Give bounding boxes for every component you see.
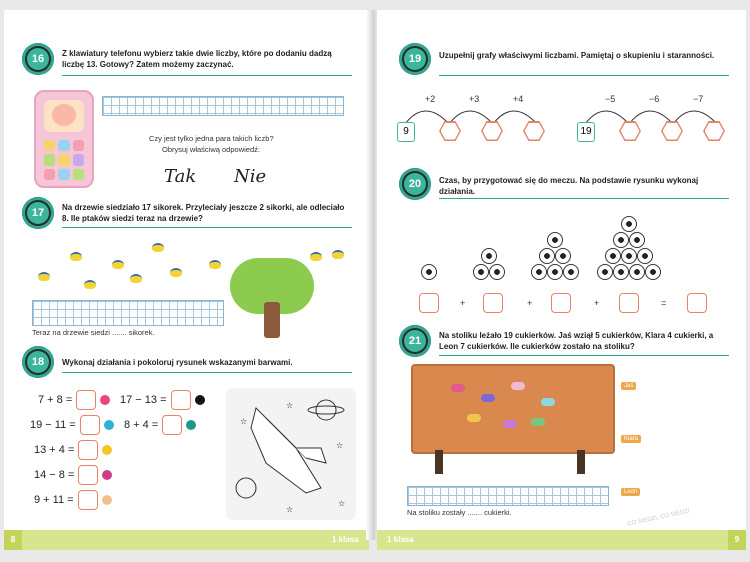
answer-no[interactable]: Nie xyxy=(234,166,267,187)
task-20-badge xyxy=(399,168,431,200)
task-20-answer-box[interactable] xyxy=(419,293,439,313)
task-20-answer-box[interactable] xyxy=(619,293,639,313)
graph-step: −7 xyxy=(693,94,704,104)
left-page-number: 8 xyxy=(4,530,22,550)
task-16-instruction: Obrysuj właściwą odpowiedź: xyxy=(162,145,260,154)
task-19-number: 19 xyxy=(404,48,426,70)
task-21-text: Na stoliku leżało 19 cukierków. Jaś wziął 5 cukierków, Klara 4 cukierki, a Leon 7 cukierków. Ile cukierków zostało na stoliku? xyxy=(439,331,714,351)
answer-box[interactable] xyxy=(80,415,100,435)
graph-start-value: 19 xyxy=(577,122,595,142)
task-17-answer-line: Teraz na drzewie siedzi ....... sikorek. xyxy=(32,328,155,337)
task-16-number: 16 xyxy=(27,48,49,70)
equation-row xyxy=(38,390,110,410)
right-footer-label: 1 klasa xyxy=(387,535,414,544)
task-16-answer-grid[interactable] xyxy=(102,96,344,116)
task-21-badge xyxy=(399,325,431,357)
answer-box[interactable] xyxy=(162,415,182,435)
name-tag-jas: Jaś xyxy=(621,382,636,390)
operator: + xyxy=(527,298,533,308)
task-19-badge xyxy=(399,43,431,75)
task-18-divider xyxy=(62,372,352,373)
svg-text:☆: ☆ xyxy=(336,441,344,450)
graph-step: +4 xyxy=(513,94,524,104)
task-18-number: 18 xyxy=(27,351,49,373)
right-page xyxy=(377,10,746,544)
color-dot xyxy=(186,420,196,430)
color-dot xyxy=(102,445,112,455)
task-19-text: Uzupełnij grafy właściwymi liczbami. Pamiętaj o skupieniu i staranności. xyxy=(439,51,715,60)
equation-row xyxy=(120,390,205,410)
answer-box[interactable] xyxy=(171,390,191,410)
task-21-answer-grid[interactable] xyxy=(407,486,609,506)
equation-text: 14 − 8 = xyxy=(34,469,75,481)
task-20-answer-box[interactable] xyxy=(551,293,571,313)
equation-text: 7 + 8 = xyxy=(38,394,73,406)
graph-start-value: 9 xyxy=(397,122,415,142)
left-footer-bar xyxy=(4,530,369,550)
color-dot xyxy=(104,420,114,430)
task-17-badge xyxy=(22,197,54,229)
task-21-answer-line: Na stoliku zostały ....... cukierki. xyxy=(407,508,512,517)
task-16-text: Z klawiatury telefonu wybierz takie dwie liczby, które po dodaniu dadzą liczbę 13. Gotowy? Zatem możemy zaczynać. xyxy=(62,49,332,69)
task-17-text: Na drzewie siedziało 17 sikorek. Przyleciały jeszcze 2 sikorki, ale odleciało 8. Ile ptaków siedzi teraz na drzewie? xyxy=(62,203,345,223)
equation-row xyxy=(34,440,112,460)
task-17-divider xyxy=(62,227,352,228)
left-page xyxy=(4,10,369,544)
task-17-answer-grid[interactable] xyxy=(32,300,224,326)
right-footer-bar xyxy=(377,530,746,550)
rocket-coloring-illustration[interactable] xyxy=(226,388,356,520)
task-16-divider xyxy=(62,75,352,76)
equation-text: 8 + 4 = xyxy=(124,419,159,431)
equation-text: 17 − 13 = xyxy=(120,394,167,406)
watermark: CO SIEDZI, CO SIEDZI xyxy=(627,508,691,528)
svg-text:☆: ☆ xyxy=(286,505,294,514)
answer-box[interactable] xyxy=(78,440,98,460)
task-16-badge xyxy=(22,43,54,75)
name-tag-leon: Leon xyxy=(621,488,640,496)
task-20-text: Czas, by przygotować się do meczu. Na podstawie rysunku wykonaj działania. xyxy=(439,176,699,196)
svg-text:☆: ☆ xyxy=(338,499,346,508)
right-page-number: 9 xyxy=(728,530,746,550)
equation-row xyxy=(34,490,112,510)
color-dot xyxy=(195,395,205,405)
equation-text: 19 − 11 = xyxy=(30,419,76,431)
svg-text:☆: ☆ xyxy=(240,417,248,426)
color-dot xyxy=(100,395,110,405)
task-19-divider xyxy=(439,75,729,76)
task-21-number: 21 xyxy=(404,330,426,352)
answer-box[interactable] xyxy=(78,465,98,485)
color-dot xyxy=(102,470,112,480)
task-18-text: Wykonaj działania i pokoloruj rysunek wskazanymi barwami. xyxy=(62,358,293,367)
equation-text: 9 + 11 = xyxy=(34,494,74,506)
tree-illustration xyxy=(230,258,314,338)
table-with-candies-illustration xyxy=(411,364,611,474)
task-21-divider xyxy=(439,355,729,356)
task-20-answer-box[interactable] xyxy=(483,293,503,313)
equation-row xyxy=(34,465,112,485)
left-footer-label: 1 klasa xyxy=(332,535,359,544)
operator: + xyxy=(594,298,600,308)
task-16-question: Czy jest tylko jedna para takich liczb? xyxy=(149,134,274,143)
task-20-answer-box[interactable] xyxy=(687,293,707,313)
answer-box[interactable] xyxy=(76,390,96,410)
equation-row xyxy=(124,415,196,435)
graph-step: −6 xyxy=(649,94,660,104)
task-20-number: 20 xyxy=(404,173,426,195)
answer-box[interactable] xyxy=(78,490,98,510)
operator: = xyxy=(661,298,667,308)
equation-row xyxy=(30,415,114,435)
answer-yes[interactable]: Tak xyxy=(164,166,197,187)
graph-step: +3 xyxy=(469,94,480,104)
graph-step: +2 xyxy=(425,94,436,104)
task-17-number: 17 xyxy=(27,202,49,224)
svg-text:☆: ☆ xyxy=(286,401,294,410)
operator: + xyxy=(460,298,466,308)
graph-step: −5 xyxy=(605,94,616,104)
toy-phone-illustration xyxy=(34,90,94,188)
task-18-badge xyxy=(22,346,54,378)
color-dot xyxy=(102,495,112,505)
equation-text: 13 + 4 = xyxy=(34,444,75,456)
name-tag-klara: Klara xyxy=(621,435,641,443)
task-20-divider xyxy=(439,198,729,199)
